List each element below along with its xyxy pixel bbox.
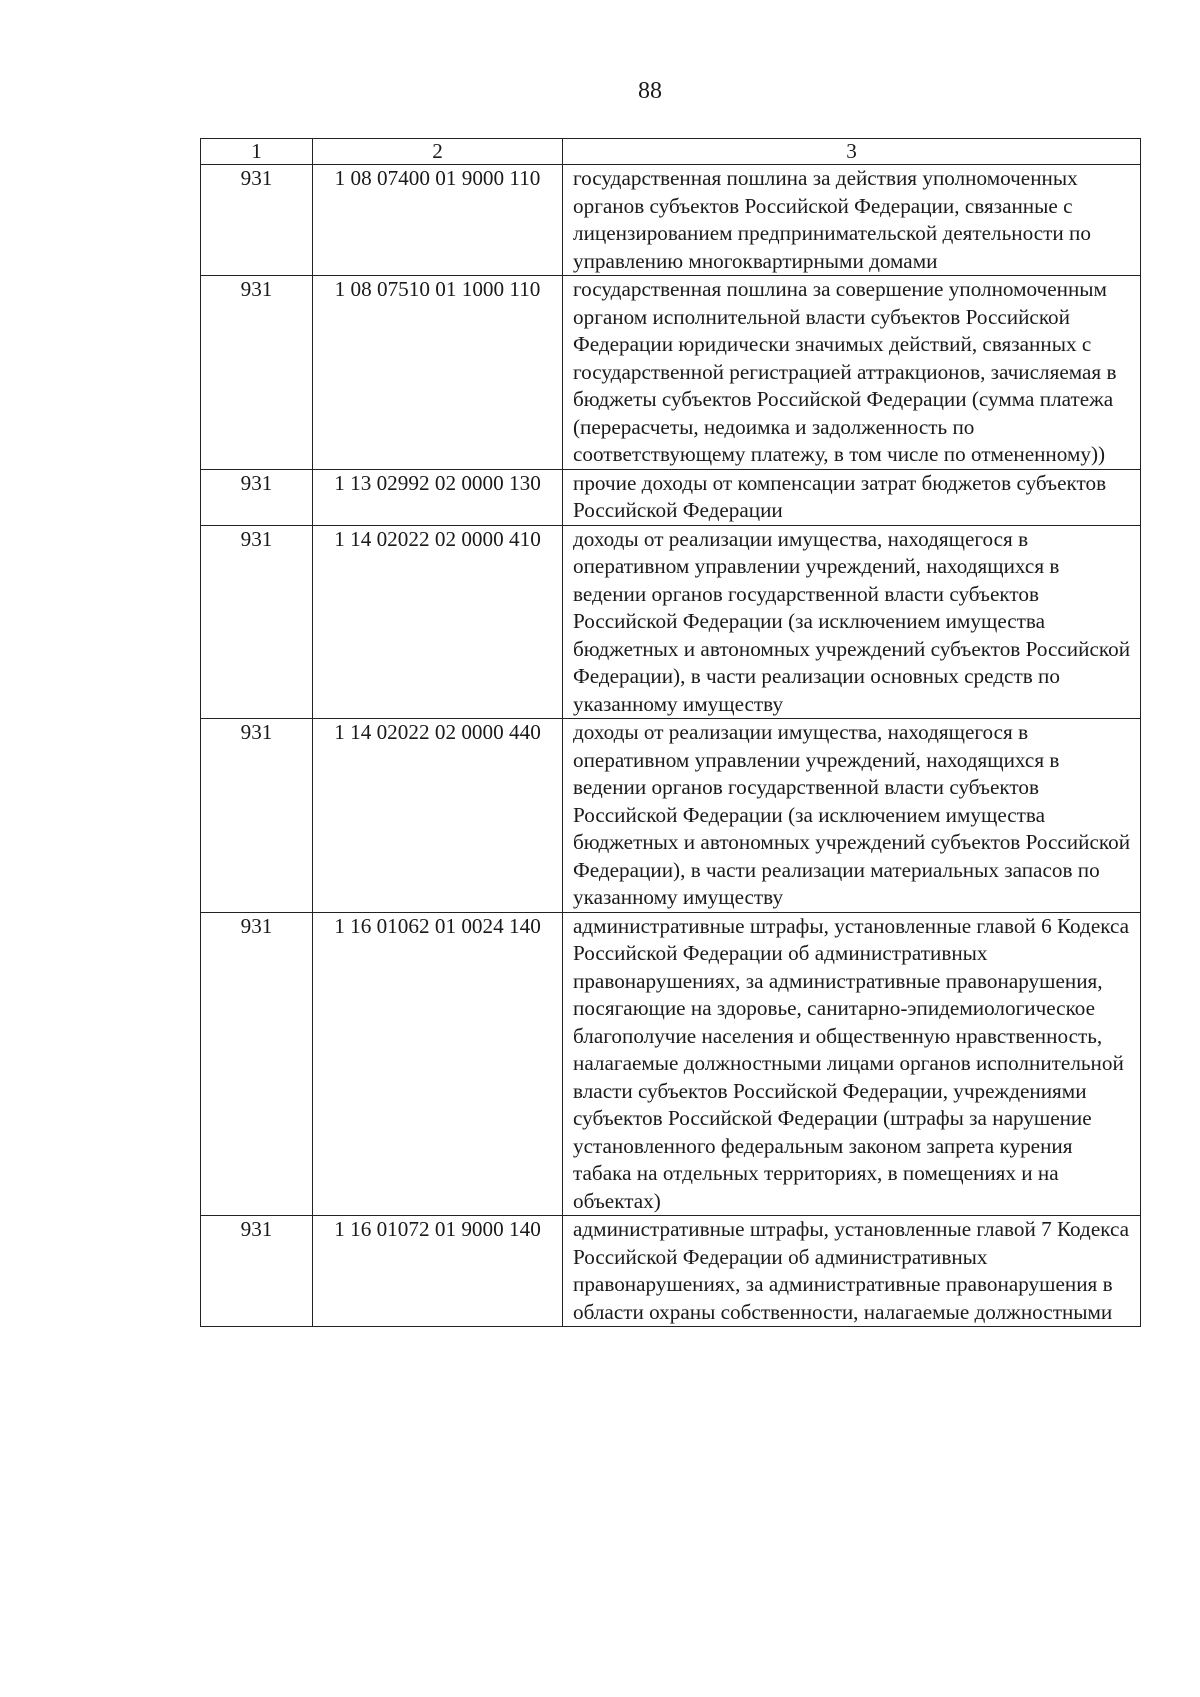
description-cell: прочие доходы от компенсации затрат бюджетов субъектов Российской Федерации xyxy=(563,469,1141,525)
admin-code-cell: 931 xyxy=(201,165,313,276)
admin-code-cell: 931 xyxy=(201,1216,313,1327)
table-row xyxy=(201,276,1141,470)
column-header-1: 1 xyxy=(201,139,313,165)
revenue-code-cell: 1 08 07400 01 9000 110 xyxy=(313,165,563,276)
table-header-row xyxy=(201,139,1141,165)
description-cell: административные штрафы, установленные главой 6 Кодекса Российской Федерации об административных правонарушениях, за административные правонарушения, посягающие на здоровье, санитарно-эпидемиологическое благополучие населения и общественную нравственность, налагаемые должностными лицами органов исполнительной власти субъектов Российской Федерации, учреждениями субъектов Российской Федерации (штрафы за нарушение установленного федеральным законом запрета курения табака на отдельных территориях, в помещениях и на объектах) xyxy=(563,912,1141,1216)
description-cell: административные штрафы, установленные главой 7 Кодекса Российской Федерации об административных правонарушениях, за административные правонарушения в области охраны собственности, налагаемые должностными xyxy=(563,1216,1141,1327)
column-header-3: 3 xyxy=(563,139,1141,165)
revenue-code-cell: 1 16 01072 01 9000 140 xyxy=(313,1216,563,1327)
table-row xyxy=(201,719,1141,913)
table-row xyxy=(201,1216,1141,1327)
revenue-codes-table xyxy=(200,138,1141,1327)
revenue-code-cell: 1 14 02022 02 0000 410 xyxy=(313,525,563,719)
description-cell: доходы от реализации имущества, находящегося в оперативном управлении учреждений, находящихся в ведении органов государственной власти субъектов Российской Федерации (за исключением имущества бюджетных и автономных учреждений субъектов Российской Федерации), в части реализации основных средств по указанному имуществу xyxy=(563,525,1141,719)
revenue-code-cell: 1 16 01062 01 0024 140 xyxy=(313,912,563,1216)
page-number: 88 xyxy=(638,78,662,104)
table-row xyxy=(201,525,1141,719)
description-cell: доходы от реализации имущества, находящегося в оперативном управлении учреждений, находящихся в ведении органов государственной власти субъектов Российской Федерации (за исключением имущества бюджетных и автономных учреждений субъектов Российской Федерации), в части реализации материальных запасов по указанному имуществу xyxy=(563,719,1141,913)
revenue-code-cell: 1 14 02022 02 0000 440 xyxy=(313,719,563,913)
description-cell: государственная пошлина за совершение уполномоченным органом исполнительной власти субъектов Российской Федерации юридически значимых действий, связанных с государственной регистрацией аттракционов, зачисляемая в бюджеты субъектов Российской Федерации (сумма платежа (перерасчеты, недоимка и задолженность по соответствующему платежу, в том числе по отмененному)) xyxy=(563,276,1141,470)
table-row xyxy=(201,165,1141,276)
description-cell: государственная пошлина за действия уполномоченных органов субъектов Российской Федерации, связанные с лицензированием предпринимательской деятельности по управлению многоквартирными домами xyxy=(563,165,1141,276)
admin-code-cell: 931 xyxy=(201,276,313,470)
table-row xyxy=(201,469,1141,525)
table-row xyxy=(201,912,1141,1216)
column-header-2: 2 xyxy=(313,139,563,165)
admin-code-cell: 931 xyxy=(201,719,313,913)
revenue-code-cell: 1 08 07510 01 1000 110 xyxy=(313,276,563,470)
admin-code-cell: 931 xyxy=(201,469,313,525)
revenue-code-cell: 1 13 02992 02 0000 130 xyxy=(313,469,563,525)
admin-code-cell: 931 xyxy=(201,525,313,719)
admin-code-cell: 931 xyxy=(201,912,313,1216)
